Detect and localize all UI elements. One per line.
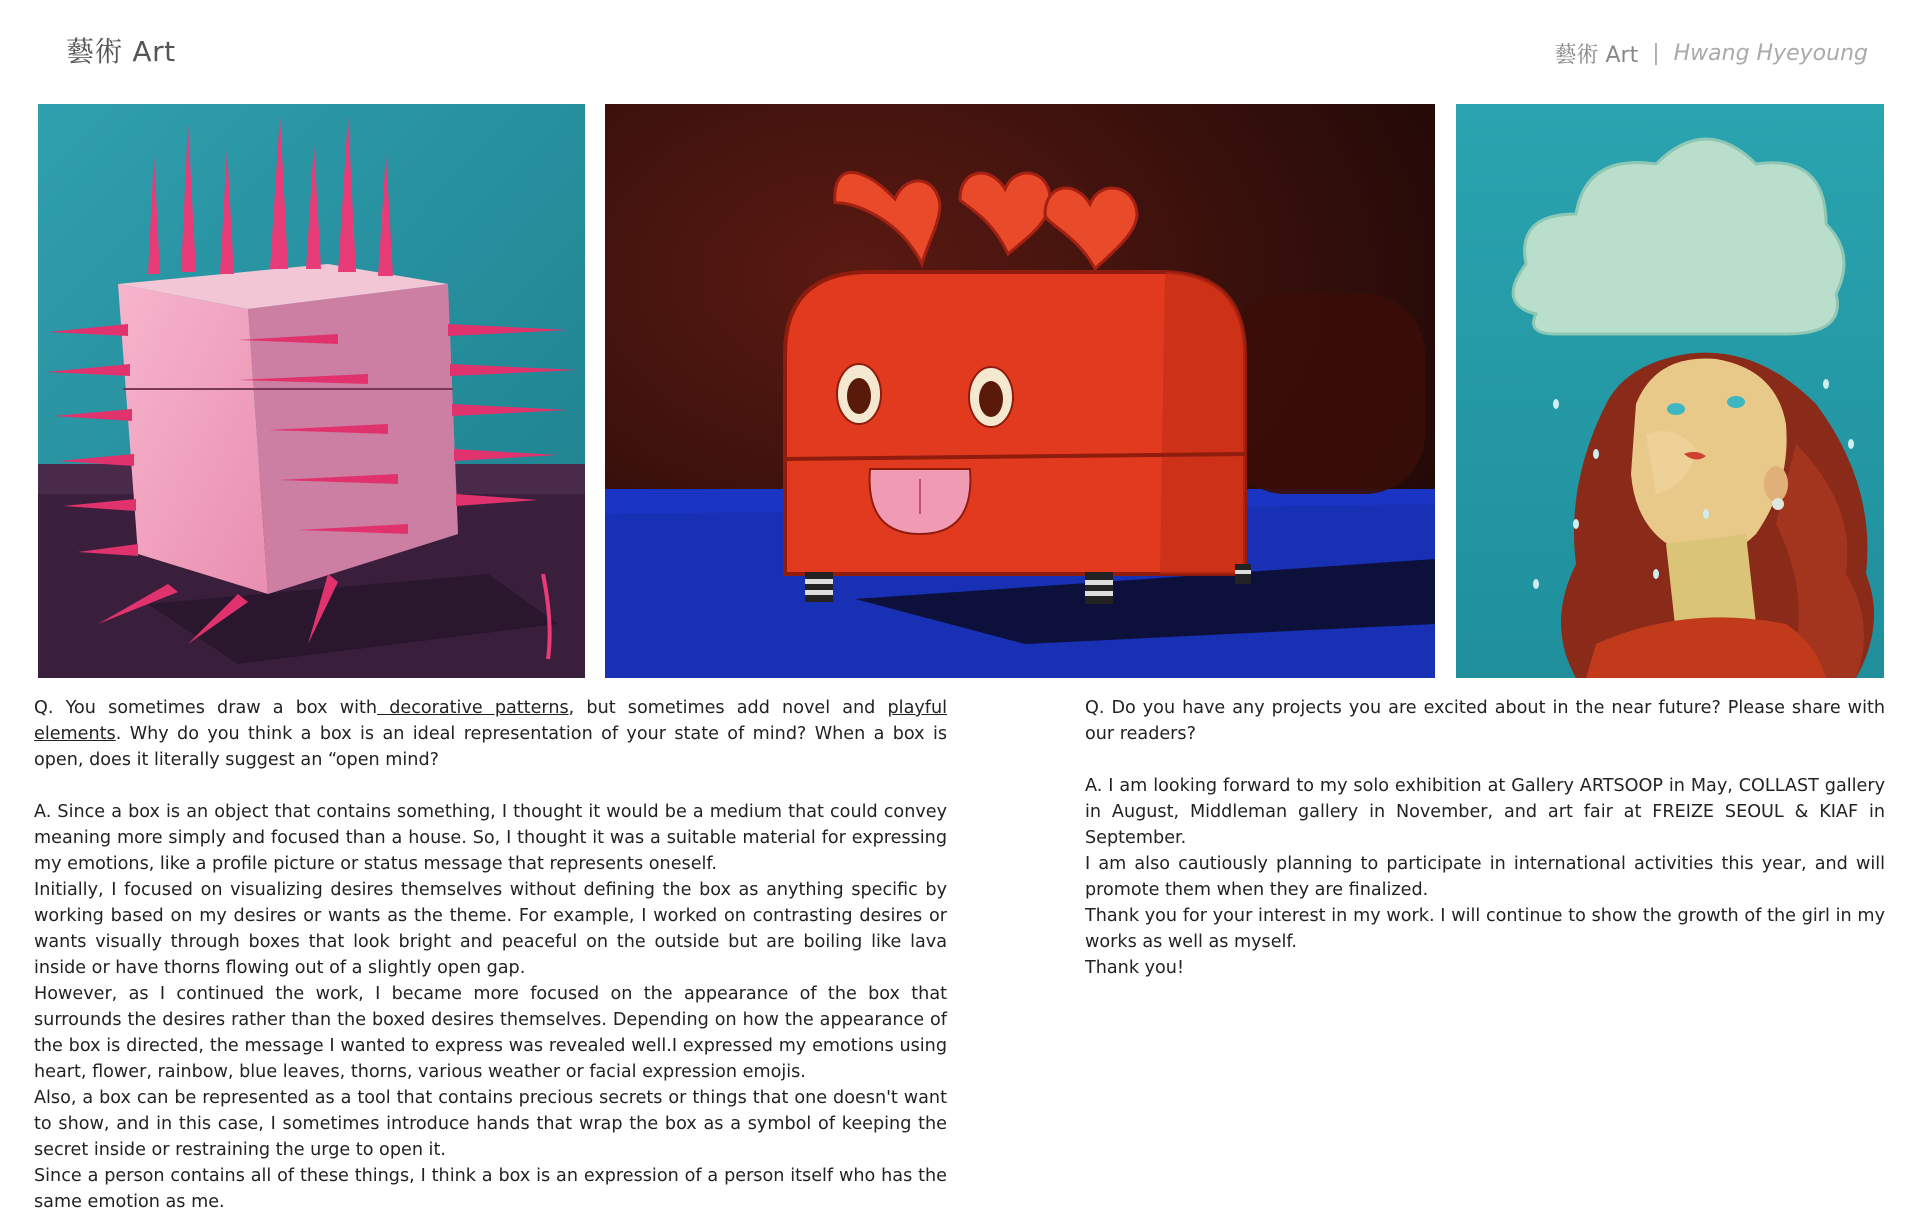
- girl-under-cloud-painting: [1456, 104, 1884, 678]
- site-logo[interactable]: [66, 30, 176, 70]
- answer-projects-3: Thank you for your interest in my work. I will continue to show the growth of the girl in my works as well as myself.: [1085, 906, 1885, 952]
- logo-en: Art: [132, 35, 176, 68]
- spiked-pink-box-painting: [38, 104, 585, 678]
- red-box-with-hearts-painting: [605, 104, 1435, 678]
- interview-right-column: [1085, 695, 1885, 981]
- breadcrumb-separator: |: [1652, 41, 1660, 66]
- answer-projects-2: I am also cautiously planning to participate in international activities this year, and will promote them when they are finalized.: [1085, 854, 1885, 900]
- answer-paragraph-4: Also, a box can be represented as a tool that contains precious secrets or things that one doesn't want to show, and in this case, I sometimes introduce hands that wrap the box as a symbol of keeping the secret inside or restraining the urge to open it.: [34, 1088, 947, 1160]
- question-box-representation: Q. You sometimes draw a box with decorative patterns, but sometimes add novel and playful elements. Why do you think a box is an ideal representation of your state of mind? When a box is open, does it literally suggest an “open mind?: [34, 698, 947, 770]
- section-link[interactable]: 藝術 Art: [1554, 43, 1639, 68]
- spacer: [34, 773, 947, 799]
- header-breadcrumb: [1555, 38, 1869, 69]
- answer-paragraph-3: However, as I continued the work, I became more focused on the appearance of the box that surrounds the desires rather than the boxed desires themselves. Depending on how the appearance of the box is directed, the message I wanted to express was revealed well.I expressed my emotions using heart, flower, rainbow, blue leaves, thorns, various weather or facial expression emojis.: [34, 984, 947, 1082]
- answer-paragraph-2: Initially, I focused on visualizing desires themselves without defining the box as anything specific by working based on my desires or wants as the theme. For example, I worked on contrasting desires or wants visually through boxes that look bright and peaceful on the outside but are boiling like lava inside or have thorns flowing out of a slightly open gap.: [34, 880, 947, 978]
- playful-elements-link[interactable]: playful elements: [34, 698, 947, 744]
- answer-paragraph-5: Since a person contains all of these things, I think a box is an expression of a person itself who has the same emotion as me.: [34, 1166, 947, 1212]
- interview-left-column: [34, 695, 947, 1215]
- decorative-patterns-link[interactable]: decorative patterns: [377, 698, 569, 718]
- author-name: Hwang Hyeyoung: [1673, 41, 1868, 66]
- question-future-projects: Q. Do you have any projects you are excited about in the near future? Please share with our readers?: [1085, 698, 1885, 744]
- answer-projects-1: A. I am looking forward to my solo exhibition at Gallery ARTSOOP in May, COLLAST gallery in August, Middleman gallery in November, and art fair at FREIZE SEOUL & KIAF in September.: [1085, 776, 1885, 848]
- logo-hanja: 藝術: [66, 35, 124, 68]
- answer-paragraph-1: A. Since a box is an object that contains something, I thought it would be a medium that could convey meaning more simply and focused than a house. So, I thought it was a suitable material for expressing my emotions, like a profile picture or status message that represents oneself.: [34, 802, 947, 874]
- spacer: [1085, 747, 1885, 773]
- answer-thanks: Thank you!: [1085, 958, 1184, 978]
